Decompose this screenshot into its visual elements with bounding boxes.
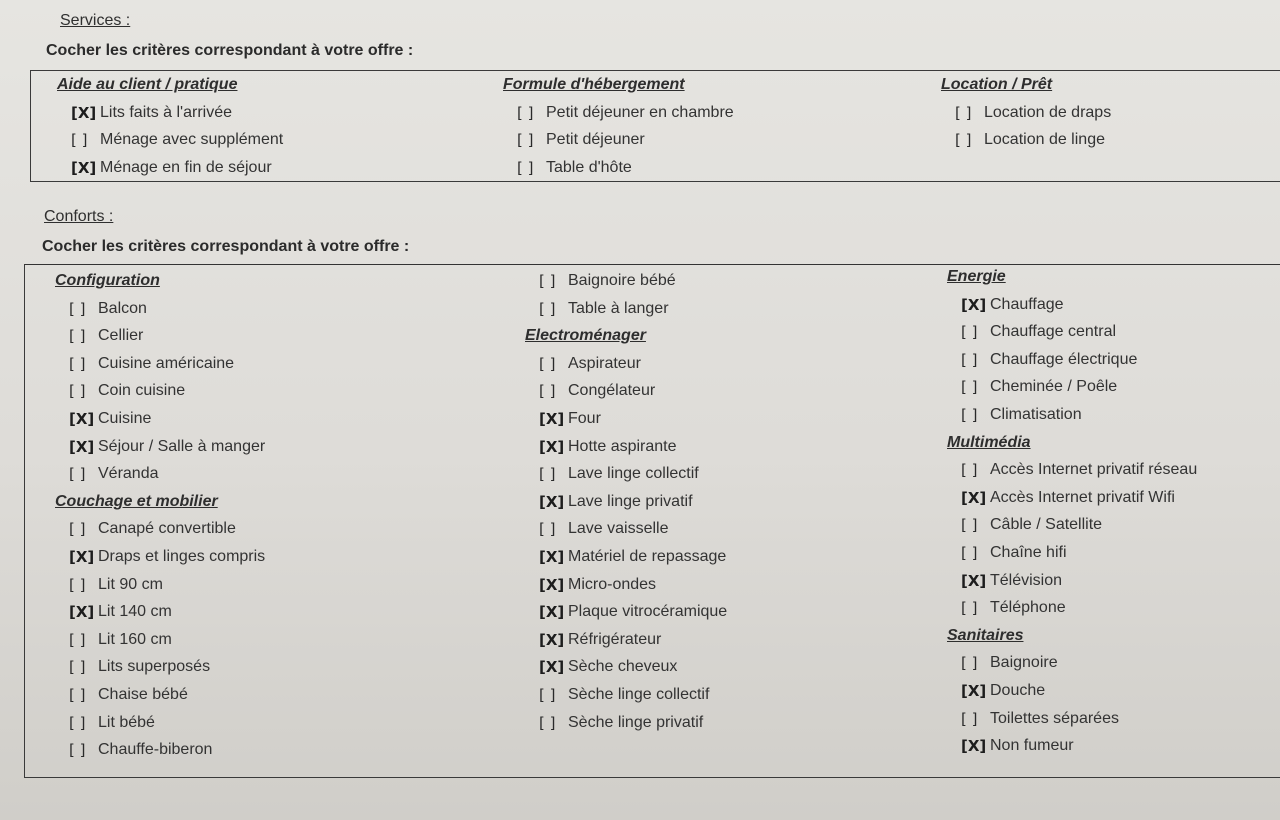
option-label: Cheminée / Poêle [990,378,1118,396]
checked-checkbox[interactable]: [X] [539,603,565,622]
option-label: Cuisine [98,410,152,427]
option-label: Chauffe-biberon [98,741,213,759]
unchecked-checkbox[interactable]: [ ] [517,158,534,177]
unchecked-checkbox[interactable]: [ ] [961,406,978,424]
option-label: Table à langer [568,299,669,317]
checked-checkbox[interactable]: [X] [539,410,565,428]
option-telephone[interactable] [961,598,1066,618]
checked-checkbox[interactable]: [X] [69,437,95,456]
option-label: Lave linge privatif [568,492,693,510]
option-label: Balcon [98,299,147,317]
option-label: Ménage en fin de séjour [100,158,272,176]
option-douche[interactable] [961,681,1045,701]
option-cuisine-americaine[interactable] [69,354,234,374]
unchecked-checkbox[interactable]: [ ] [961,461,978,480]
option-label: Véranda [98,465,159,483]
option-petit-dejeuner-en-chambre[interactable] [517,103,734,123]
option-cheminee-poele[interactable] [961,377,1117,397]
option-label: Réfrigérateur [568,630,662,648]
unchecked-checkbox[interactable]: [ ] [69,327,86,346]
unchecked-checkbox[interactable]: [ ] [69,741,86,760]
option-label: Chauffage [990,295,1064,313]
unchecked-checkbox[interactable]: [ ] [539,686,556,704]
services-box [30,70,1280,182]
option-lit-90-cm[interactable] [69,575,163,595]
option-acces-internet-privatif-reseau[interactable] [961,460,1197,480]
option-label: Plaque vitrocéramique [568,603,728,621]
section-header-label: Configuration [55,272,160,289]
option-cuisine[interactable] [69,409,151,429]
option-label: Toilettes séparées [990,709,1119,727]
unchecked-checkbox[interactable]: [ ] [961,544,978,562]
option-label: Cellier [98,327,144,345]
option-label: Four [568,410,601,427]
section-header-multimedia [947,433,1031,453]
option-label: Petit déjeuner en chambre [546,103,734,121]
section-header-label: Sanitaires [947,626,1024,644]
option-acces-internet-privatif-wifi[interactable] [961,488,1175,508]
option-label: Lit 160 cm [98,630,172,648]
section-header-sanitaires [947,626,1023,646]
option-label: Lits faits à l'arrivée [100,103,232,121]
option-label: Sèche linge collectif [568,686,710,703]
unchecked-checkbox[interactable]: [ ] [961,654,978,673]
section-header-label: Location / Prêt [941,76,1053,93]
option-label: Coin cuisine [98,382,186,400]
option-label: Lit 90 cm [98,575,163,593]
checked-checkbox[interactable]: [X] [71,103,97,122]
option-label: Câble / Satellite [990,516,1103,534]
option-petit-dejeuner[interactable] [517,130,645,150]
section-header-label: Couchage et mobilier [55,492,218,510]
option-aspirateur[interactable] [539,354,641,374]
option-label: Ménage avec supplément [100,131,284,149]
option-menage-avec-supplement[interactable] [71,130,283,150]
section-header-formule-d-hebergement [503,75,685,95]
unchecked-checkbox[interactable]: [ ] [69,575,86,594]
option-label: Douche [990,682,1046,699]
option-label: Climatisation [990,406,1082,423]
section-header-couchage-et-mobilier [55,492,218,512]
section-header-label: Electroménager [525,327,646,345]
checked-checkbox[interactable]: [X] [961,571,987,590]
option-label: Baignoire [990,654,1058,672]
unchecked-checkbox[interactable]: [ ] [69,382,86,401]
option-congelateur[interactable] [539,381,655,401]
section-header-label: Formule d'hébergement [503,76,685,93]
option-veranda[interactable] [69,464,159,484]
option-label: Lave linge collectif [568,465,699,483]
option-cellier[interactable] [69,326,143,346]
option-label: Location de draps [984,103,1112,121]
unchecked-checkbox[interactable]: [ ] [539,713,556,732]
checked-checkbox[interactable]: [X] [539,437,565,456]
option-label: Lave vaisselle [568,520,669,538]
option-label: Cuisine américaine [98,354,235,372]
checked-checkbox[interactable]: [X] [961,295,987,314]
option-label: Table d'hôte [546,158,632,176]
option-table-d-hote[interactable] [517,158,632,178]
option-non-fumeur[interactable] [961,736,1074,756]
option-four[interactable] [539,409,601,429]
option-baignoire[interactable] [961,653,1058,673]
option-chaine-hifi[interactable] [961,543,1067,563]
option-label: Location de linge [984,131,1105,149]
option-label: Sèche cheveux [568,658,678,676]
option-label: Hotte aspirante [568,437,677,455]
conforts-box [24,264,1280,778]
section-header-aide-au-client-pratique [57,75,237,95]
unchecked-checkbox[interactable]: [ ] [69,713,86,732]
option-label: Chauffage électrique [990,350,1138,368]
option-chauffe-biberon[interactable] [69,740,212,760]
option-label: Séjour / Salle à manger [98,437,266,455]
unchecked-checkbox[interactable]: [ ] [69,686,86,704]
option-label: Draps et linges compris [98,548,266,565]
checked-checkbox[interactable]: [X] [539,575,565,594]
unchecked-checkbox[interactable]: [ ] [955,103,972,122]
unchecked-checkbox[interactable]: [ ] [961,378,978,397]
unchecked-checkbox[interactable]: [ ] [539,272,556,290]
option-label: Accès Internet privatif réseau [990,461,1198,479]
unchecked-checkbox[interactable]: [ ] [69,630,86,649]
option-lave-vaisselle[interactable] [539,519,669,539]
option-label: Accès Internet privatif Wifi [990,488,1175,506]
unchecked-checkbox[interactable]: [ ] [961,516,978,535]
option-micro-ondes[interactable] [539,575,656,595]
option-location-de-linge[interactable] [955,130,1105,150]
option-label: Petit déjeuner [546,131,645,149]
option-climatisation[interactable] [961,405,1082,425]
checked-checkbox[interactable]: [X] [539,548,565,566]
section-header-label: Energie [947,268,1006,285]
option-hotte-aspirante[interactable] [539,437,677,457]
section-header-electromenager [525,326,646,346]
unchecked-checkbox[interactable]: [ ] [539,354,556,373]
option-label: Canapé convertible [98,520,236,538]
option-lit-bebe[interactable] [69,713,155,733]
option-location-de-draps[interactable] [955,103,1111,123]
option-label: Aspirateur [568,354,641,372]
checked-checkbox[interactable]: [X] [961,488,987,507]
checked-checkbox[interactable]: [X] [539,630,565,649]
option-seche-linge-privatif[interactable] [539,713,703,733]
option-canape-convertible[interactable] [69,519,236,539]
option-label: Chaise bébé [98,686,188,703]
option-label: Téléphone [990,599,1066,617]
option-seche-linge-collectif[interactable] [539,685,709,705]
checked-checkbox[interactable]: [X] [69,603,95,622]
option-label: Chaîne hifi [990,544,1067,561]
unchecked-checkbox[interactable]: [ ] [955,131,972,150]
option-lave-linge-privatif[interactable] [539,492,693,512]
option-table-a-langer[interactable] [539,299,669,319]
unchecked-checkbox[interactable]: [ ] [69,465,86,484]
option-balcon[interactable] [69,299,147,319]
section-header-location-pret [941,75,1052,95]
unchecked-checkbox[interactable]: [ ] [539,299,556,318]
unchecked-checkbox[interactable]: [ ] [69,354,86,373]
option-label: Sèche linge privatif [568,713,704,731]
option-chauffage-central[interactable] [961,322,1116,342]
section-header-configuration [55,271,160,291]
option-materiel-de-repassage[interactable] [539,547,726,567]
option-label: Lits superposés [98,658,211,676]
section-header-label: Multimédia [947,433,1031,451]
section-header-label: Aide au client / pratique [57,76,238,93]
option-plaque-vitroceramique[interactable] [539,602,727,622]
option-lave-linge-collectif[interactable] [539,464,699,484]
unchecked-checkbox[interactable]: [ ] [539,520,556,539]
conforts-title: Conforts : [44,208,114,225]
unchecked-checkbox[interactable]: [ ] [69,299,86,318]
unchecked-checkbox[interactable]: [ ] [517,131,534,150]
option-lits-faits-a-l-arrivee[interactable] [71,103,232,123]
unchecked-checkbox[interactable]: [ ] [69,658,86,677]
conforts-instruction: Cocher les critères correspondant à votre offre : [42,238,410,255]
option-label: Congélateur [568,382,656,400]
unchecked-checkbox[interactable]: [ ] [517,103,534,122]
option-label: Baignoire bébé [568,272,676,289]
option-label: Matériel de repassage [568,548,727,565]
unchecked-checkbox[interactable]: [ ] [961,709,978,728]
option-chauffage[interactable] [961,295,1064,315]
checked-checkbox[interactable]: [X] [539,658,565,677]
option-label: Télévision [990,571,1063,589]
option-label: Lit bébé [98,713,155,731]
option-baignoire-bebe[interactable] [539,271,676,291]
option-refrigerateur[interactable] [539,630,661,650]
unchecked-checkbox[interactable]: [ ] [961,350,978,369]
checked-checkbox[interactable]: [X] [69,548,95,566]
unchecked-checkbox[interactable]: [ ] [961,323,978,342]
option-draps-et-linges-compris[interactable] [69,547,265,567]
option-chaise-bebe[interactable] [69,685,188,705]
checked-checkbox[interactable]: [X] [69,410,95,428]
unchecked-checkbox[interactable]: [ ] [71,131,88,150]
checked-checkbox[interactable]: [X] [961,737,987,756]
option-menage-en-fin-de-sejour[interactable] [71,158,272,178]
option-label: Lit 140 cm [98,603,172,621]
checked-checkbox[interactable]: [X] [539,492,565,511]
services-title: Services : [60,12,131,29]
option-label: Non fumeur [990,737,1074,755]
option-lit-140-cm[interactable] [69,602,172,622]
checked-checkbox[interactable]: [X] [961,682,987,700]
checked-checkbox[interactable]: [X] [71,158,97,177]
unchecked-checkbox[interactable]: [ ] [539,382,556,401]
unchecked-checkbox[interactable]: [ ] [539,465,556,484]
unchecked-checkbox[interactable]: [ ] [961,599,978,618]
option-coin-cuisine[interactable] [69,381,185,401]
option-chauffage-electrique[interactable] [961,350,1137,370]
section-header-energie [947,267,1006,287]
option-toilettes-separees[interactable] [961,709,1119,729]
option-lit-160-cm[interactable] [69,630,172,650]
option-seche-cheveux[interactable] [539,657,677,677]
option-cable-satellite[interactable] [961,515,1102,535]
option-label: Chauffage central [990,323,1117,341]
option-sejour-salle-a-manger[interactable] [69,437,265,457]
option-label: Micro-ondes [568,575,657,593]
option-television[interactable] [961,571,1062,591]
unchecked-checkbox[interactable]: [ ] [69,520,86,539]
option-lits-superposes[interactable] [69,657,210,677]
services-instruction: Cocher les critères correspondant à votre offre : [46,42,414,59]
